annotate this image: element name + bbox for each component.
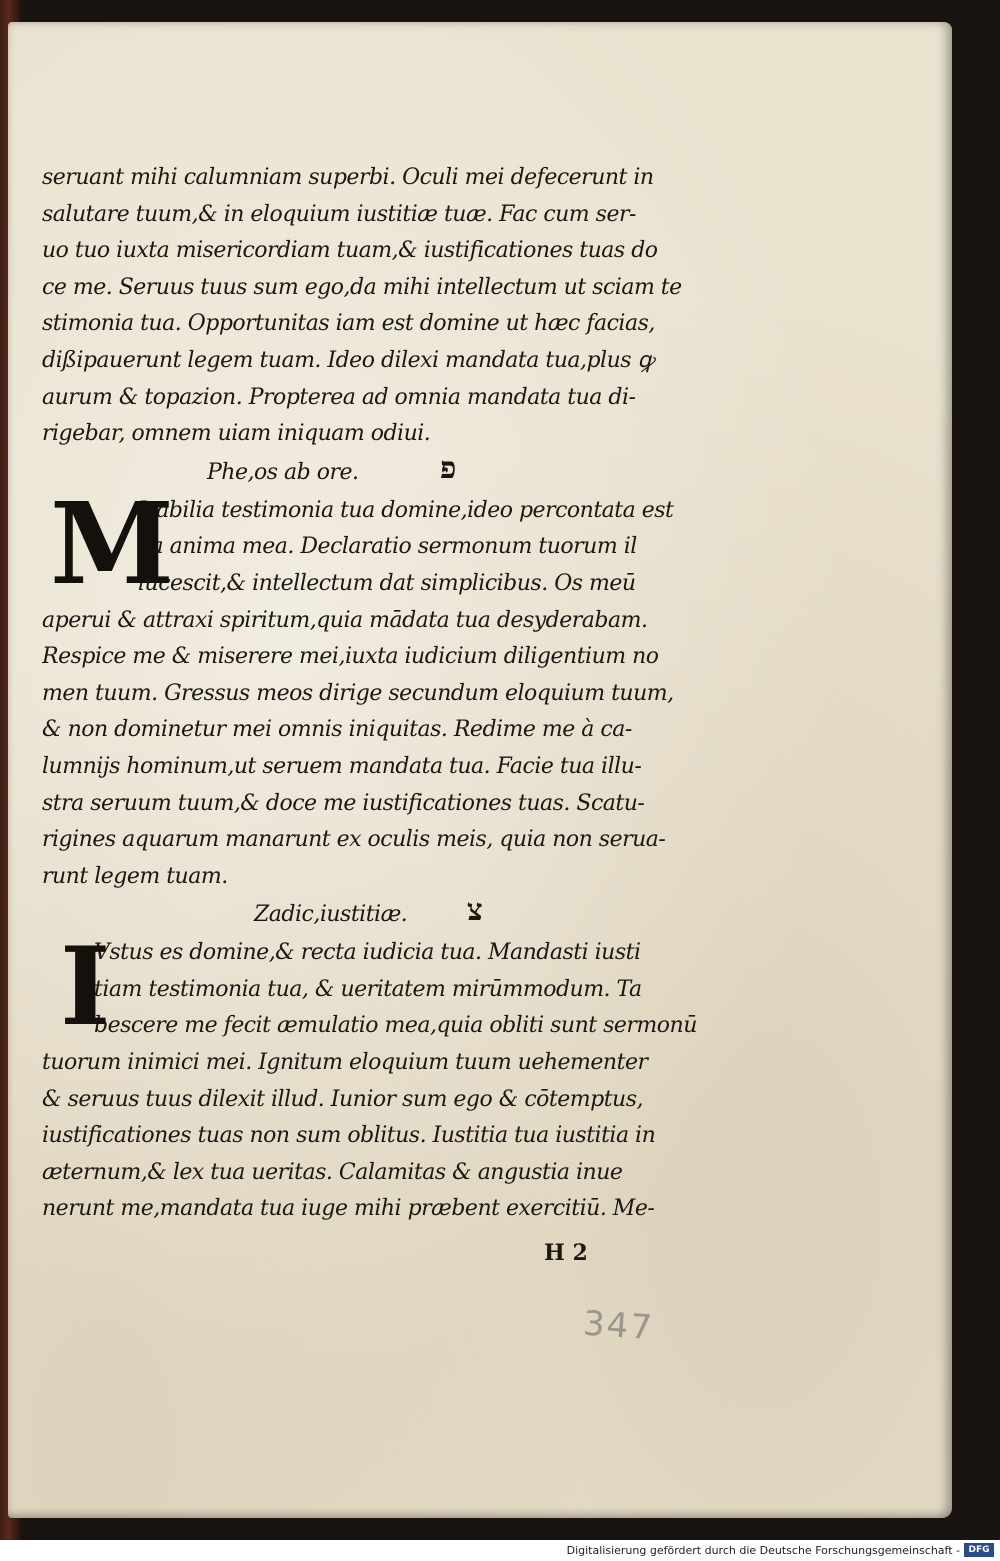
- text-line: aperui & attraxi spiritum,quia mādata tua desyderabam.: [42, 607, 648, 633]
- text-line: Irabilia testimonia tua domine,ideo percontata est: [138, 497, 674, 523]
- text-line: runt legem tuam.: [42, 863, 228, 889]
- paragraph-pe: [42, 478, 702, 896]
- dfg-credit: Digitalisierung gefördert durch die Deutsche Forschungsgemeinschaft -: [566, 1544, 960, 1557]
- heading-pe-text: Phe,os ab ore.: [207, 459, 359, 485]
- pencil-annotation: 347: [581, 1303, 656, 1349]
- paragraph-lines: [42, 1045, 702, 1228]
- text-line: lucescit,& intellectum dat simplicibus. Os meū: [138, 570, 636, 596]
- drop-cap-m: M: [50, 478, 174, 610]
- drop-cap-lines: [42, 924, 702, 1051]
- text-line: salutare tuum,& in eloquium iustitiæ tuæ. Fac cum ser-: [42, 201, 636, 227]
- text-line: bescere me fecit æmulatio mea,quia obliti sunt sermonū: [94, 1013, 697, 1039]
- signature-mark: H 2: [544, 1240, 588, 1266]
- text-line: ce me. Seruus tuus sum ego,da mihi intellectum ut sciam te: [42, 274, 682, 300]
- hebrew-zadic-glyph: צ: [467, 893, 483, 929]
- text-line: & non dominetur mei omnis iniquitas. Redime me à ca-: [42, 717, 632, 743]
- text-line: stra seruum tuum,& doce me iustificationes tuas. Scatu-: [42, 790, 645, 816]
- text-line: dißipauerunt legem tuam. Ideo dilexi mandata tua,plus ꝙ: [42, 347, 654, 373]
- text-line: seruant mihi calumniam superbi. Oculi mei defecerunt in: [42, 165, 654, 190]
- text-line: stimonia tua. Opportunitas iam est domine ut hæc facias,: [42, 311, 655, 337]
- section-heading-zadic: [42, 895, 702, 935]
- text-line: Vstus es domine,& recta iudicia tua. Mandasti iusti: [94, 940, 641, 966]
- text-line: lumnijs hominum,ut seruem mandata tua. Facie tua illu-: [42, 753, 642, 779]
- text-line: iustificationes tuas non sum oblitus. Iustitia tua iustitia in: [42, 1123, 656, 1149]
- text-line: æternum,& lex tua ueritas. Calamitas & angustia inue: [42, 1159, 623, 1185]
- hebrew-pe-glyph: פ: [440, 450, 456, 486]
- text-line: men tuum. Gressus meos dirige secundum eloquium tuum,: [42, 680, 674, 706]
- heading-zadic-text: Zadic,iustitiæ.: [254, 902, 408, 928]
- text-line: aurum & topazion. Propterea ad omnia mandata tua di-: [42, 384, 636, 410]
- text-line: uo tuo iuxta misericordiam tuam,& iustificationes tuas do: [42, 238, 658, 264]
- text-line: nerunt me,mandata tua iuge mihi præbent exercitiū. Me-: [42, 1196, 655, 1222]
- text-line: tuorum inimici mei. Ignitum eloquium tuum uehementer: [42, 1050, 648, 1076]
- drop-cap-i: I: [60, 924, 111, 1051]
- text-line: tiam testimonia tua, & ueritatem mirūmmodum. Ta: [94, 976, 642, 1002]
- dfg-logo: DFG: [964, 1543, 994, 1557]
- text-line: rigines aquarum manarunt ex oculis meis, quia non serua-: [42, 827, 666, 853]
- text-line: rigebar, omnem uiam iniquam odiui.: [42, 421, 431, 447]
- paragraph-zadic: [42, 924, 702, 1228]
- text-line: Respice me & miserere mei,iuxta iudicium diligentium no: [42, 644, 659, 670]
- paragraph-lines: [42, 603, 702, 896]
- page-text: [42, 160, 702, 1228]
- paragraph-continued: [42, 160, 702, 453]
- text-line: ea anima mea. Declaratio sermonum tuorum il: [138, 534, 637, 560]
- text-line: & seruus tuus dilexit illud. Iunior sum ego & cōtemptus,: [42, 1086, 643, 1112]
